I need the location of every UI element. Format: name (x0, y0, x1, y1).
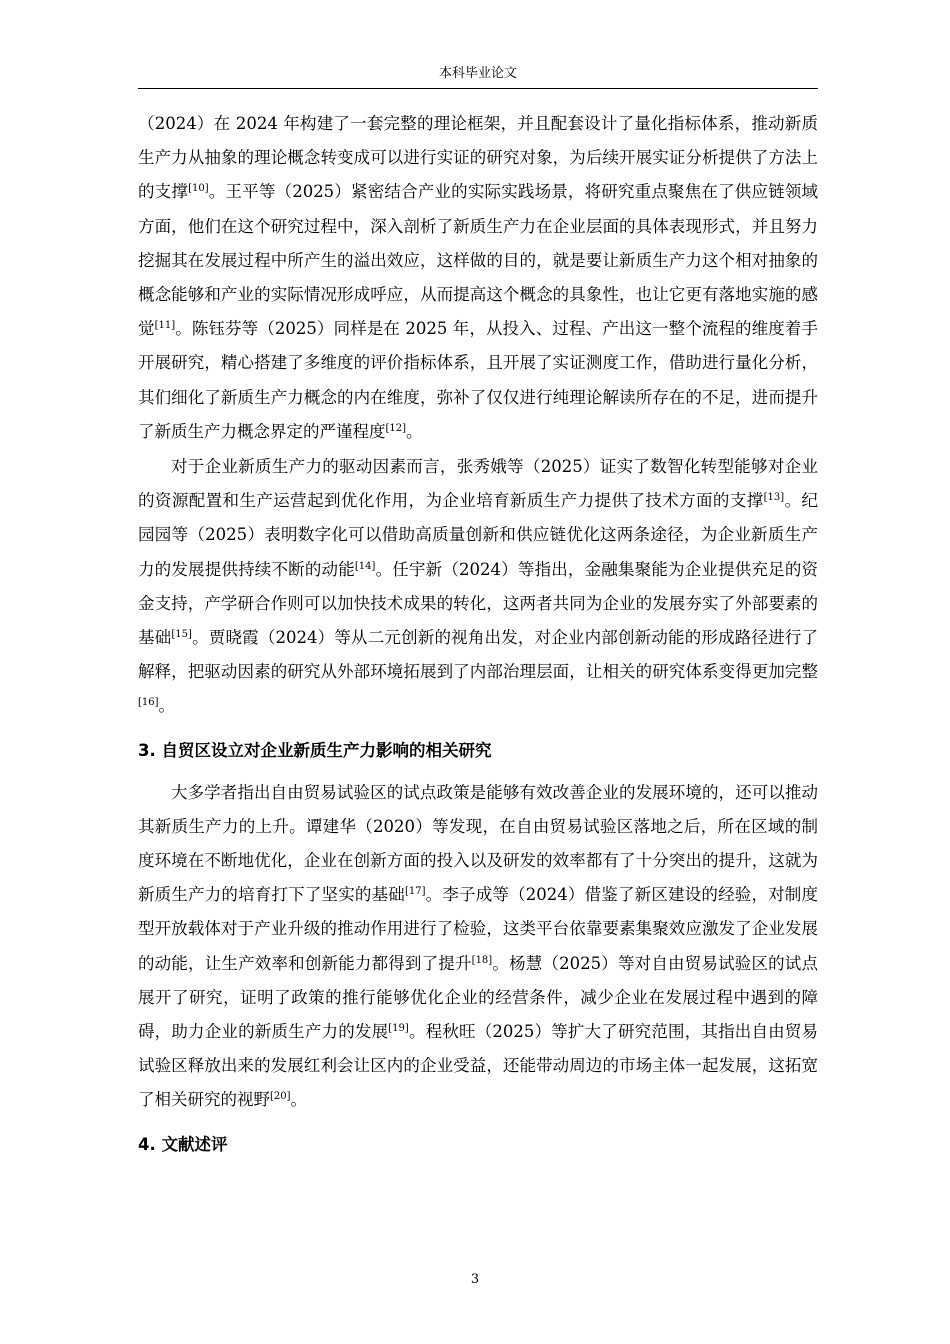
citation-ref: [14] (354, 560, 376, 572)
text-run: （2024）在 2024 年构建了一套完整的理论框架，并且配套设计了量化指标体系，推动新质生产力从抽象的理论概念转变成可以进行实证的研究对象，为后续开展实证分析提供了方法上的支撑 (138, 114, 818, 202)
text-run: 。 (158, 696, 176, 716)
text-run: 。贾晓霞（2024）等从二元创新的视角出发，对企业内部创新动能的形成路径进行了解释，把驱动因素的研究从外部环境拓展到了内部治理层面，让相关的研究体系变得更加完整 (138, 628, 818, 682)
text-run: 大多学者指出自由贸易试验区的试点政策是能够有效改善企业的发展环境的，还可以推动其新质生产力的上升。谭建华（2020）等发现，在自由贸易试验区落地之后，所在区域的制度环境在不断地优化，企业在创新方面的投入以及研发的效率都有了十分突出的提升，这就为新质生产力的培育打下了坚实的基础 (138, 782, 818, 905)
text-run: 。 (290, 1090, 308, 1110)
citation-ref: [19] (388, 1023, 409, 1035)
citation-ref: [17] (404, 886, 426, 898)
citation-ref: [18] (471, 954, 493, 966)
citation-ref: [11] (154, 320, 176, 332)
paragraph-1 (138, 107, 818, 449)
paragraph-2 (138, 450, 818, 724)
text-run: 对于企业新质生产力的驱动因素而言，张秀娥等（2025）证实了数智化转型能够对企业的资源配置和生产运营起到优化作用，为企业培育新质生产力提供了技术方面的支撑 (138, 457, 818, 511)
citation-ref: [20] (270, 1091, 291, 1103)
text-run: 。杨慧（2025）等对自由贸易试验区的试点展开了研究，证明了政策的推行能够优化企业的经营条件，减少企业在发展过程中遇到的障碍，助力企业的新质生产力的发展 (138, 953, 818, 1042)
citation-ref: [15] (171, 629, 192, 641)
text-run: 。陈钰芬等（2025）同样是在 2025 年，从投入、过程、产出这一整个流程的维度着手开展研究，精心搭建了多维度的评价指标体系，且开展了实证测度工作，借助进行量化分析，其们细化了新质生产力概念的内在维度，弥补了仅仅进行纯理论解读所存在的不足，进而提升了新质生产力概念界定的严谨程度 (138, 319, 818, 441)
section-heading-4: 4. 文献述评 (138, 1134, 228, 1154)
text-run: 。 (406, 421, 423, 441)
section-heading-3: 3. 自贸区设立对企业新质生产力影响的相关研究 (138, 740, 492, 760)
text-run: 。纪园园等（2025）表明数字化可以借助高质量创新和供应链优化这两条途径，为企业新质生产力的发展提供持续不断的动能 (138, 491, 819, 579)
header-rule (138, 88, 818, 89)
paragraph-3 (138, 776, 818, 1118)
text-run: 。李子成等（2024）借鉴了新区建设的经验，对制度型开放载体对于产业升级的推动作用进行了检验，这类平台依靠要素集聚效应激发了企业发展的动能，让生产效率和创新能力都得到了提升 (138, 885, 818, 973)
text-run: 。王平等（2025）紧密结合产业的实际实践场景，将研究重点聚焦在了供应链领域方面，他们在这个研究过程中，深入剖析了新质生产力在企业层面的具体表现形式，并且努力挖掘其在发展过程中所产生的溢出效应，这样做的目的，就是要让新质生产力这个相对抽象的概念能够和产业的实际情况形成呼应，从而提高这个概念的具象性，也让它更有落地实施的感觉 (138, 182, 819, 339)
running-header: 本科毕业论文 (438, 66, 517, 81)
text-run: 。任宇新（2024）等指出，金融集聚能为企业提供充足的资金支持，产学研合作则可以加快技术成果的转化，这两者共同为企业的发展夯实了外部要素的基础 (138, 559, 818, 648)
page-body (138, 107, 818, 1170)
citation-ref: [12] (385, 422, 407, 434)
citation-ref: [10] (188, 183, 209, 195)
text-run: 。程秋旺（2025）等扩大了研究范围，其指出自由贸易试验区释放出来的发展红利会让区内的企业受益，还能带动周边的市场主体一起发展，这拓宽了相关研究的视野 (138, 1022, 819, 1110)
citation-ref: [16] (138, 697, 159, 709)
citation-ref: [13] (763, 492, 785, 504)
page-number: 3 (470, 1272, 480, 1287)
